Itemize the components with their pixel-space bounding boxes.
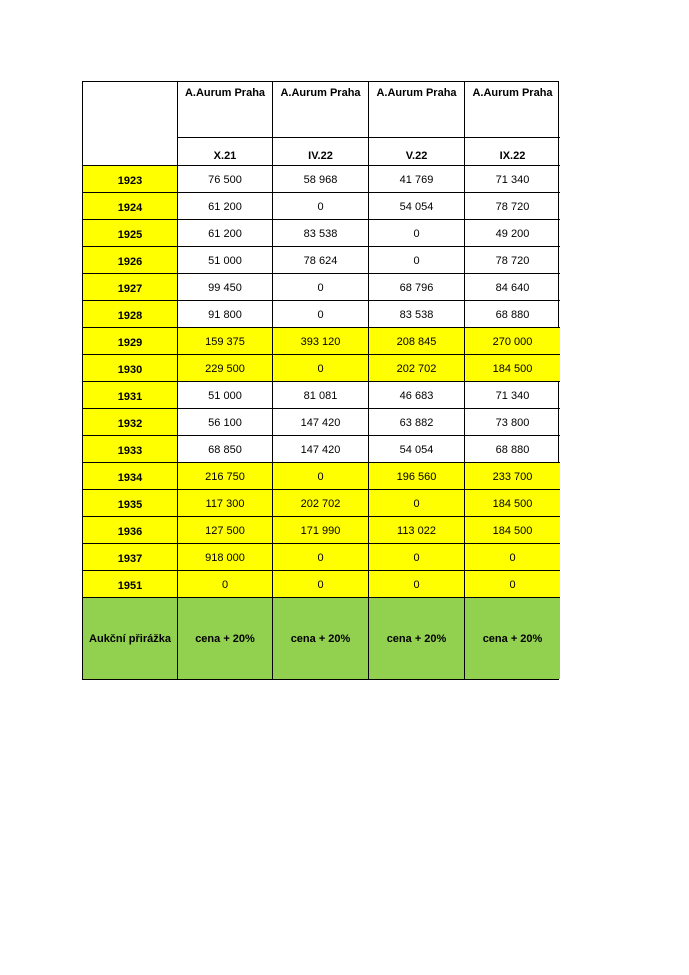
price-cell: 0 bbox=[369, 571, 465, 598]
price-cell: 0 bbox=[465, 571, 560, 598]
auction-date-header: X.21 bbox=[178, 138, 273, 166]
price-cell: 0 bbox=[273, 355, 369, 382]
price-cell: 117 300 bbox=[178, 490, 273, 517]
price-cell: 73 800 bbox=[465, 409, 560, 436]
price-cell: 184 500 bbox=[465, 517, 560, 544]
year-cell: 1929 bbox=[83, 328, 178, 355]
price-cell: 233 700 bbox=[465, 463, 560, 490]
year-cell: 1927 bbox=[83, 274, 178, 301]
table-corner-cell bbox=[83, 82, 178, 166]
year-cell: 1925 bbox=[83, 220, 178, 247]
auction-surcharge-label: Aukční přirážka bbox=[83, 598, 178, 679]
auction-surcharge-value: cena + 20% bbox=[178, 598, 273, 679]
price-cell: 0 bbox=[465, 544, 560, 571]
price-cell: 0 bbox=[273, 274, 369, 301]
price-cell: 184 500 bbox=[465, 490, 560, 517]
price-cell: 61 200 bbox=[178, 220, 273, 247]
year-cell: 1937 bbox=[83, 544, 178, 571]
price-cell: 91 800 bbox=[178, 301, 273, 328]
price-cell: 202 702 bbox=[369, 355, 465, 382]
price-cell: 99 450 bbox=[178, 274, 273, 301]
year-cell: 1928 bbox=[83, 301, 178, 328]
price-cell: 0 bbox=[178, 571, 273, 598]
auction-price-table bbox=[82, 81, 559, 680]
price-cell: 393 120 bbox=[273, 328, 369, 355]
year-cell: 1934 bbox=[83, 463, 178, 490]
price-cell: 918 000 bbox=[178, 544, 273, 571]
price-cell: 147 420 bbox=[273, 409, 369, 436]
auction-name-header: A.Aurum Praha bbox=[178, 82, 273, 138]
price-cell: 0 bbox=[273, 544, 369, 571]
price-cell: 54 054 bbox=[369, 193, 465, 220]
price-cell: 81 081 bbox=[273, 382, 369, 409]
price-cell: 76 500 bbox=[178, 166, 273, 193]
auction-date-header: IX.22 bbox=[465, 138, 560, 166]
price-cell: 78 720 bbox=[465, 193, 560, 220]
year-cell: 1936 bbox=[83, 517, 178, 544]
auction-name-header: A.Aurum Praha bbox=[369, 82, 465, 138]
price-cell: 83 538 bbox=[369, 301, 465, 328]
year-cell: 1924 bbox=[83, 193, 178, 220]
price-cell: 68 880 bbox=[465, 436, 560, 463]
price-cell: 49 200 bbox=[465, 220, 560, 247]
auction-name-header: A.Aurum Praha bbox=[465, 82, 560, 138]
price-cell: 216 750 bbox=[178, 463, 273, 490]
price-cell: 68 850 bbox=[178, 436, 273, 463]
price-cell: 196 560 bbox=[369, 463, 465, 490]
price-cell: 127 500 bbox=[178, 517, 273, 544]
price-cell: 184 500 bbox=[465, 355, 560, 382]
price-cell: 68 796 bbox=[369, 274, 465, 301]
year-cell: 1935 bbox=[83, 490, 178, 517]
price-cell: 0 bbox=[273, 301, 369, 328]
price-cell: 270 000 bbox=[465, 328, 560, 355]
price-cell: 147 420 bbox=[273, 436, 369, 463]
price-cell: 208 845 bbox=[369, 328, 465, 355]
price-cell: 54 054 bbox=[369, 436, 465, 463]
price-cell: 71 340 bbox=[465, 166, 560, 193]
auction-name-header: A.Aurum Praha bbox=[273, 82, 369, 138]
price-cell: 0 bbox=[273, 193, 369, 220]
price-cell: 58 968 bbox=[273, 166, 369, 193]
year-cell: 1926 bbox=[83, 247, 178, 274]
year-cell: 1933 bbox=[83, 436, 178, 463]
price-cell: 202 702 bbox=[273, 490, 369, 517]
auction-date-header: IV.22 bbox=[273, 138, 369, 166]
price-cell: 51 000 bbox=[178, 247, 273, 274]
price-cell: 71 340 bbox=[465, 382, 560, 409]
auction-date-header: V.22 bbox=[369, 138, 465, 166]
year-cell: 1923 bbox=[83, 166, 178, 193]
price-cell: 78 720 bbox=[465, 247, 560, 274]
price-cell: 46 683 bbox=[369, 382, 465, 409]
year-cell: 1930 bbox=[83, 355, 178, 382]
price-cell: 51 000 bbox=[178, 382, 273, 409]
year-cell: 1951 bbox=[83, 571, 178, 598]
auction-surcharge-value: cena + 20% bbox=[465, 598, 560, 679]
year-cell: 1931 bbox=[83, 382, 178, 409]
price-cell: 41 769 bbox=[369, 166, 465, 193]
price-cell: 68 880 bbox=[465, 301, 560, 328]
price-cell: 56 100 bbox=[178, 409, 273, 436]
price-cell: 0 bbox=[369, 220, 465, 247]
price-cell: 0 bbox=[273, 463, 369, 490]
price-cell: 61 200 bbox=[178, 193, 273, 220]
auction-surcharge-value: cena + 20% bbox=[369, 598, 465, 679]
price-cell: 78 624 bbox=[273, 247, 369, 274]
price-cell: 84 640 bbox=[465, 274, 560, 301]
year-cell: 1932 bbox=[83, 409, 178, 436]
price-cell: 171 990 bbox=[273, 517, 369, 544]
price-cell: 113 022 bbox=[369, 517, 465, 544]
price-cell: 229 500 bbox=[178, 355, 273, 382]
price-cell: 0 bbox=[369, 544, 465, 571]
price-cell: 159 375 bbox=[178, 328, 273, 355]
price-cell: 0 bbox=[273, 571, 369, 598]
price-cell: 83 538 bbox=[273, 220, 369, 247]
price-cell: 0 bbox=[369, 247, 465, 274]
auction-surcharge-value: cena + 20% bbox=[273, 598, 369, 679]
price-cell: 63 882 bbox=[369, 409, 465, 436]
price-cell: 0 bbox=[369, 490, 465, 517]
